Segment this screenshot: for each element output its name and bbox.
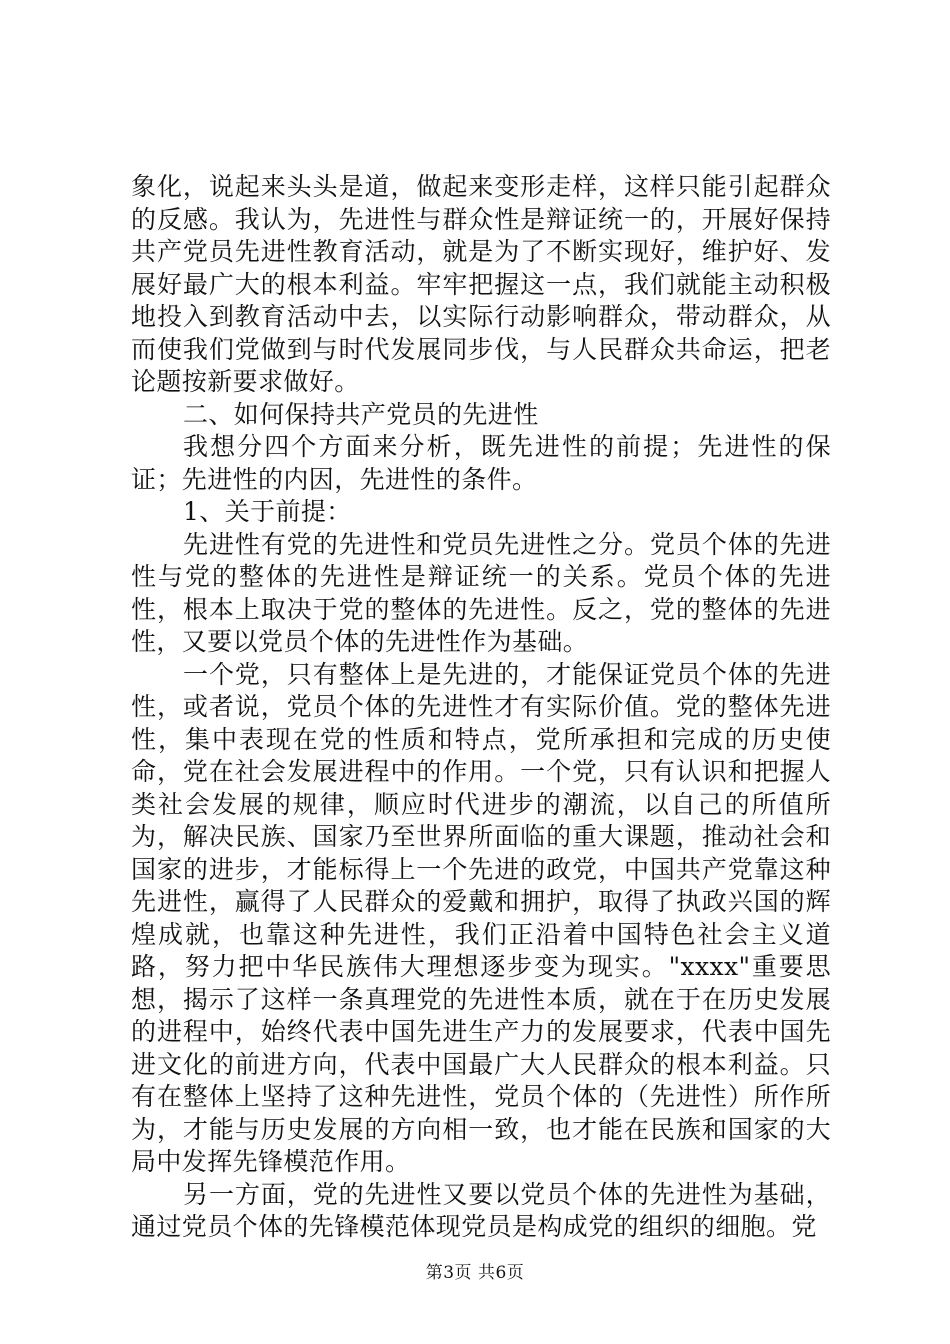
body-text — [131, 171, 831, 1244]
section-heading: 二、如何保持共产党员的先进性 — [183, 399, 539, 429]
paragraph: 先进性有党的先进性和党员先进性之分。党员个体的先进性与党的整体的先进性是辩证统一的关系。党员个体的先进性，根本上取决于党的整体的先进性。反之，党的整体的先进性，又要以党员个体的先进性作为基础。 — [131, 529, 831, 656]
page-footer: 第3页 共6页 — [425, 1263, 525, 1283]
paragraph: 一个党，只有整体上是先进的，才能保证党员个体的先进性，或者说，党员个体的先进性才有实际价值。党的整体先进性，集中表现在党的性质和特点，党所承担和完成的历史使命，党在社会发展进程中的作用。一个党，只有认识和把握人类社会发展的规律，顺应时代进步的潮流，以自己的所值所为，解决民族、国家乃至世界所面临的重大课题，推动社会和国家的进步，才能标得上一个先进的政党，中国共产党靠这种先进性，赢得了人民群众的爱戴和拥护，取得了执政兴国的辉煌成就，也靠这种先进性，我们正沿着中国特色社会主义道路，努力把中华民族伟大理想逐步变为现实。"xxxx"重要思想，揭示了这样一条真理党的先进性本质，就在于在历史发展的进程中，始终代表中国先进生产力的发展要求，代表中国先进文化的前进方向，代表中国最广大人民群众的根本利益。只有在整体上坚持了这种先进性，党员个体的（先进性）所作所为，才能与历史发展的方向相一致，也才能在民族和国家的大局中发挥先锋模范作用。 — [131, 659, 831, 1176]
subsection-heading: 1、关于前提： — [183, 497, 352, 526]
paragraph-continuation: 象化，说起来头头是道，做起来变形走样，这样只能引起群众的反感。我认为，先进性与群众性是辩证统一的，开展好保持共产党员先进性教育活动，就是为了不断实现好，维护好、发展好最广大的根本利益。牢牢把握这一点，我们就能主动积极地投入到教育活动中去，以实际行动影响群众，带动群众，从而使我们党做到与时代发展同步伐，与人民群众共命运，把老论题按新要求做好。 — [131, 172, 831, 396]
paragraph: 另一方面，党的先进性又要以党员个体的先进性为基础，通过党员个体的先锋模范体现党员是构成党的组织的细胞。党 — [131, 1179, 831, 1241]
paragraph-intro: 我想分四个方面来分析，既先进性的前提；先进性的保证；先进性的内因，先进性的条件。 — [131, 432, 831, 494]
